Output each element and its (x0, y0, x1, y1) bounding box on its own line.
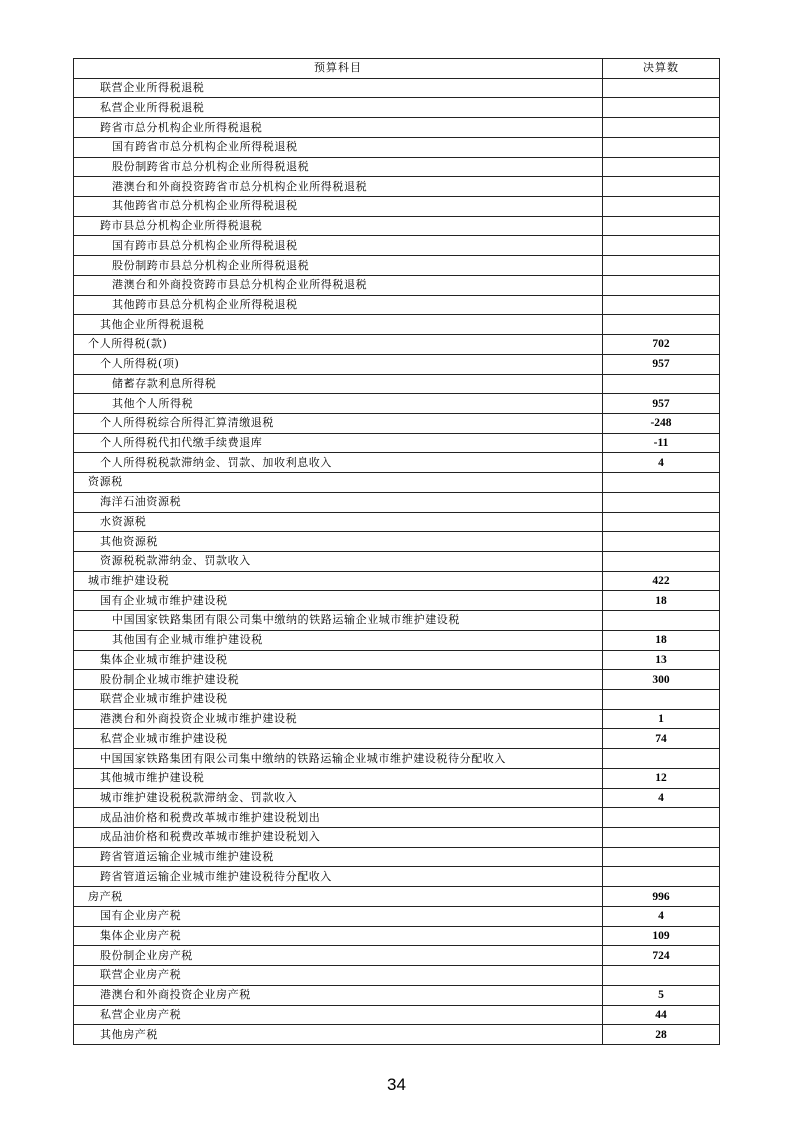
row-label: 水资源税 (74, 512, 603, 532)
row-label: 个人所得税代扣代缴手续费退库 (74, 433, 603, 453)
row-label: 个人所得税税款滞纳金、罚款、加收利息收入 (74, 453, 603, 473)
row-value (603, 197, 720, 217)
table-row (74, 867, 720, 887)
row-label: 股份制企业城市维护建设税 (74, 670, 603, 690)
table-row (74, 887, 720, 907)
row-label: 其他资源税 (74, 532, 603, 552)
row-label: 成品油价格和税费改革城市维护建设税划入 (74, 828, 603, 848)
row-value: 1 (603, 709, 720, 729)
row-label: 国有跨省市总分机构企业所得税退税 (74, 137, 603, 157)
row-value (603, 118, 720, 138)
row-label: 集体企业城市维护建设税 (74, 650, 603, 670)
row-label: 其他企业所得税退税 (74, 315, 603, 335)
row-label: 中国国家铁路集团有限公司集中缴纳的铁路运输企业城市维护建设税待分配收入 (74, 749, 603, 769)
row-label: 个人所得税(项) (74, 354, 603, 374)
table-row (74, 315, 720, 335)
row-value (603, 374, 720, 394)
row-value: 5 (603, 985, 720, 1005)
row-value (603, 98, 720, 118)
table-row (74, 118, 720, 138)
table-row (74, 512, 720, 532)
table-row (74, 650, 720, 670)
row-value: 12 (603, 768, 720, 788)
table-row (74, 788, 720, 808)
budget-table (73, 58, 720, 1045)
row-label: 股份制企业房产税 (74, 946, 603, 966)
row-value: 109 (603, 926, 720, 946)
row-label: 其他房产税 (74, 1025, 603, 1045)
row-value: 18 (603, 591, 720, 611)
table-row (74, 335, 720, 355)
row-value: 18 (603, 630, 720, 650)
table-row (74, 768, 720, 788)
row-value: -248 (603, 413, 720, 433)
table-row (74, 670, 720, 690)
row-label: 资源税 (74, 473, 603, 493)
row-label: 国有企业房产税 (74, 906, 603, 926)
row-value: 996 (603, 887, 720, 907)
table-row (74, 611, 720, 631)
row-label: 港澳台和外商投资企业城市维护建设税 (74, 709, 603, 729)
row-value (603, 532, 720, 552)
row-value (603, 828, 720, 848)
row-value (603, 847, 720, 867)
row-label: 城市维护建设税 (74, 571, 603, 591)
table-row (74, 808, 720, 828)
row-label: 国有跨市县总分机构企业所得税退税 (74, 236, 603, 256)
table-row (74, 216, 720, 236)
row-label: 海洋石油资源税 (74, 492, 603, 512)
row-value (603, 315, 720, 335)
row-value: 957 (603, 394, 720, 414)
row-value (603, 966, 720, 986)
table-row (74, 571, 720, 591)
row-value (603, 512, 720, 532)
table-row (74, 236, 720, 256)
row-label: 港澳台和外商投资企业房产税 (74, 985, 603, 1005)
row-value: 422 (603, 571, 720, 591)
row-label: 个人所得税综合所得汇算清缴退税 (74, 413, 603, 433)
row-label: 其他跨省市总分机构企业所得税退税 (74, 197, 603, 217)
table-row (74, 551, 720, 571)
table-row (74, 492, 720, 512)
table-row (74, 137, 720, 157)
table-row (74, 354, 720, 374)
row-label: 跨市县总分机构企业所得税退税 (74, 216, 603, 236)
row-label: 联营企业房产税 (74, 966, 603, 986)
row-value: 957 (603, 354, 720, 374)
row-value: 44 (603, 1005, 720, 1025)
table-row (74, 926, 720, 946)
row-value: 300 (603, 670, 720, 690)
row-label: 资源税税款滞纳金、罚款收入 (74, 551, 603, 571)
table-row (74, 532, 720, 552)
table-row (74, 946, 720, 966)
table-row (74, 906, 720, 926)
table-row (74, 197, 720, 217)
table-row (74, 591, 720, 611)
row-value (603, 611, 720, 631)
row-label: 私营企业房产税 (74, 1005, 603, 1025)
header-budget-item: 预算科目 (74, 59, 603, 79)
row-label: 其他国有企业城市维护建设税 (74, 630, 603, 650)
table-row (74, 847, 720, 867)
row-value: 4 (603, 788, 720, 808)
page-number: 34 (387, 1075, 406, 1094)
table-row (74, 413, 720, 433)
table-header-row (74, 59, 720, 79)
row-value: 724 (603, 946, 720, 966)
table-row (74, 749, 720, 769)
table-row (74, 729, 720, 749)
row-value (603, 275, 720, 295)
table-row (74, 433, 720, 453)
row-value (603, 256, 720, 276)
row-label: 成品油价格和税费改革城市维护建设税划出 (74, 808, 603, 828)
row-value: 4 (603, 906, 720, 926)
row-value: 28 (603, 1025, 720, 1045)
row-value (603, 492, 720, 512)
row-label: 股份制跨省市总分机构企业所得税退税 (74, 157, 603, 177)
table-row (74, 394, 720, 414)
table-row (74, 966, 720, 986)
table-row (74, 157, 720, 177)
table-row (74, 256, 720, 276)
row-label: 联营企业城市维护建设税 (74, 690, 603, 710)
row-value (603, 551, 720, 571)
table-row (74, 1005, 720, 1025)
row-value (603, 808, 720, 828)
table-row (74, 374, 720, 394)
row-value: 74 (603, 729, 720, 749)
table-row (74, 177, 720, 197)
row-label: 港澳台和外商投资跨省市总分机构企业所得税退税 (74, 177, 603, 197)
row-label: 城市维护建设税税款滞纳金、罚款收入 (74, 788, 603, 808)
header-final-amount: 决算数 (603, 59, 720, 79)
row-label: 储蓄存款利息所得税 (74, 374, 603, 394)
table-row (74, 453, 720, 473)
table-row (74, 1025, 720, 1045)
row-value (603, 867, 720, 887)
row-value (603, 157, 720, 177)
row-value (603, 137, 720, 157)
row-value: -11 (603, 433, 720, 453)
row-label: 国有企业城市维护建设税 (74, 591, 603, 611)
row-label: 跨省管道运输企业城市维护建设税待分配收入 (74, 867, 603, 887)
row-label: 私营企业城市维护建设税 (74, 729, 603, 749)
row-label: 其他个人所得税 (74, 394, 603, 414)
row-label: 私营企业所得税退税 (74, 98, 603, 118)
row-label: 中国国家铁路集团有限公司集中缴纳的铁路运输企业城市维护建设税 (74, 611, 603, 631)
table-row (74, 295, 720, 315)
row-value: 4 (603, 453, 720, 473)
row-label: 跨省市总分机构企业所得税退税 (74, 118, 603, 138)
table-row (74, 98, 720, 118)
row-value (603, 473, 720, 493)
table-row (74, 690, 720, 710)
row-value (603, 216, 720, 236)
row-value (603, 177, 720, 197)
row-value: 702 (603, 335, 720, 355)
table-row (74, 275, 720, 295)
table-row (74, 828, 720, 848)
row-label: 其他跨市县总分机构企业所得税退税 (74, 295, 603, 315)
row-label: 港澳台和外商投资跨市县总分机构企业所得税退税 (74, 275, 603, 295)
row-label: 股份制跨市县总分机构企业所得税退税 (74, 256, 603, 276)
table-row (74, 78, 720, 98)
row-value (603, 295, 720, 315)
row-value (603, 690, 720, 710)
table-row (74, 630, 720, 650)
row-label: 跨省管道运输企业城市维护建设税 (74, 847, 603, 867)
row-label: 房产税 (74, 887, 603, 907)
row-label: 联营企业所得税退税 (74, 78, 603, 98)
row-value: 13 (603, 650, 720, 670)
row-value (603, 236, 720, 256)
table-row (74, 473, 720, 493)
table-row (74, 985, 720, 1005)
row-value (603, 749, 720, 769)
row-label: 集体企业房产税 (74, 926, 603, 946)
row-label: 个人所得税(款) (74, 335, 603, 355)
row-value (603, 78, 720, 98)
row-label: 其他城市维护建设税 (74, 768, 603, 788)
table-row (74, 709, 720, 729)
